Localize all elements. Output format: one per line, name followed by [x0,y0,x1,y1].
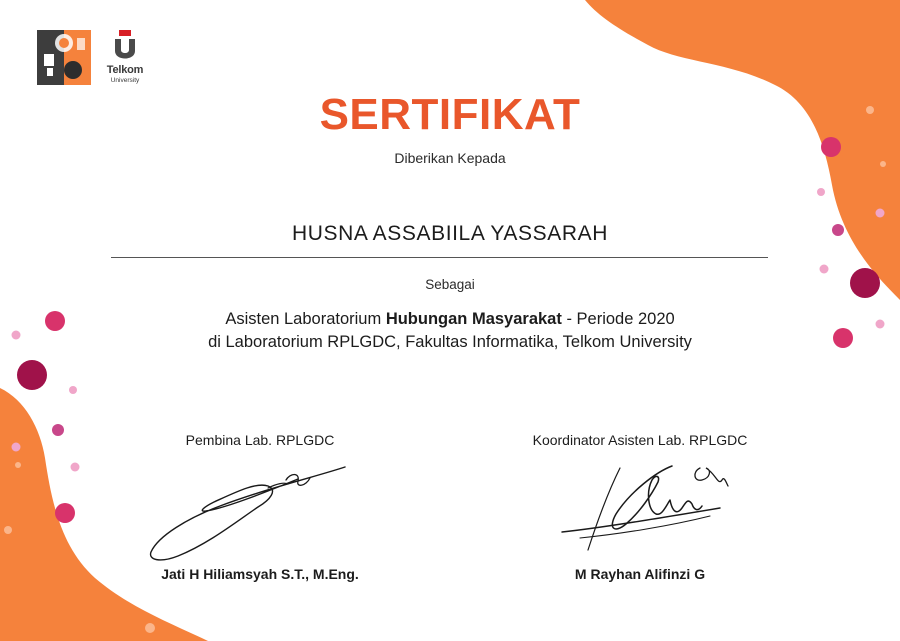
name-underline [111,257,768,258]
telkom-u-icon [113,30,137,62]
role-description [0,310,900,329]
signatory-name-coordinator: M Rayhan Alifinzi G [574,566,706,582]
dot-icon [52,424,64,436]
university-name: Telkom [106,64,144,76]
signatory-title-supervisor: Pembina Lab. RPLGDC [185,432,335,448]
dot-icon [817,188,825,196]
role-suffix: - Periode 2020 [561,310,675,328]
dot-icon [17,360,47,390]
as-label: Sebagai [425,277,475,292]
dot-icon [15,462,21,468]
recipient-name: HUSNA ASSABIILA YASSARAH [292,222,608,245]
signatory-title-coordinator: Koordinator Asisten Lab. RPLGDC [532,432,748,448]
signature-icon [148,462,348,567]
signatory-name-supervisor: Jati H Hiliamsyah S.T., M.Eng. [161,566,359,582]
role-division: Hubungan Masyarakat [385,310,562,328]
given-to-label: Diberikan Kepada [394,150,506,166]
dot-icon [145,623,155,633]
telkom-university-logo [100,30,150,86]
dot-icon [820,265,829,274]
certificate-title: SERTIFIKAT [319,90,581,139]
dot-icon [12,443,21,452]
dot-icon [71,463,80,472]
dot-icon [876,209,885,218]
signature-icon [560,458,730,558]
lab-logo-icon [37,30,91,85]
dot-icon [4,526,12,534]
role-prefix: Asisten Laboratorium [225,310,386,328]
role-location: di Laboratorium RPLGDC, Fakultas Informatika, Telkom University [208,333,692,351]
university-subtitle: University [110,77,140,84]
dot-icon [69,386,77,394]
dot-icon [55,503,75,523]
